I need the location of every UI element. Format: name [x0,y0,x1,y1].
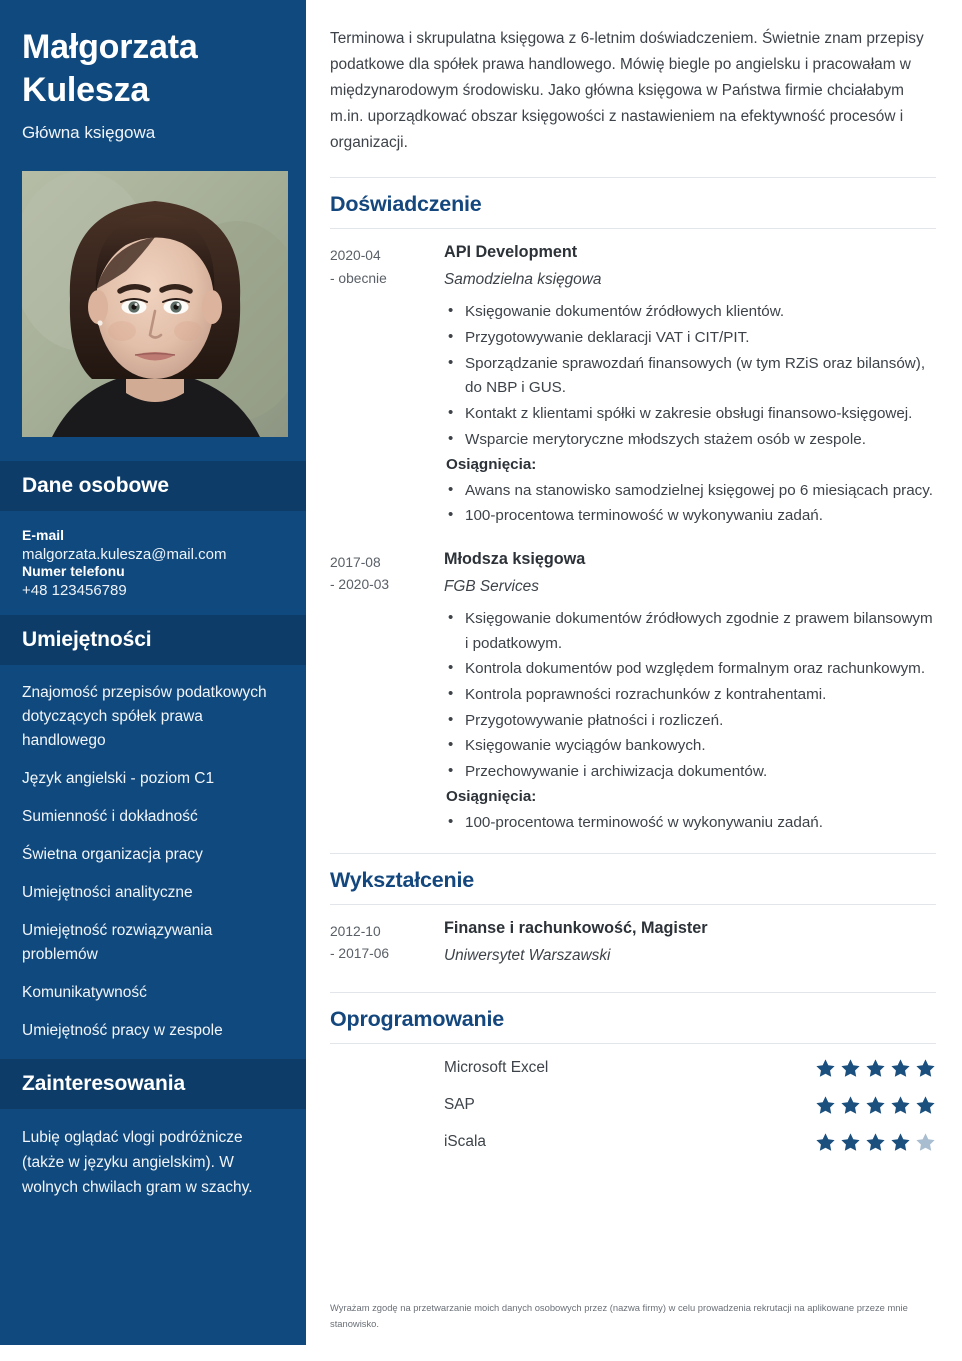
date-end: - 2020-03 [330,577,390,593]
entry-body [442,550,936,837]
entry-bullets [444,300,936,529]
bullet-item: • 100-procentowa terminowość w wykonywaniu zadań. [444,811,936,836]
software-name: Microsoft Excel [444,1059,549,1077]
last-name: Kulesza [22,70,150,109]
rating-stars [815,1095,936,1116]
date-start: 2020-04 [330,248,381,264]
interests-text: Lubię oglądać vlogi podróżnicze (także w języku angielskim). W wolnych chwilach gram w szachy. [22,1129,253,1197]
experience-entry [330,243,936,530]
star-filled-icon [915,1095,936,1116]
skills-list [0,665,306,1059]
name-block [0,0,306,143]
achievements-label: Osiągnięcia: [446,788,537,806]
software-name: iScala [444,1133,486,1151]
star-filled-icon [840,1095,861,1116]
bullet-item: • Sporządzanie sprawozdań finansowych (w tym RZiS oraz bilansów), do NBP i GUS. [444,352,936,401]
bullet-item: • Wsparcie merytoryczne młodszych stażem osób w zespole. [444,428,936,453]
software-row [330,1095,936,1116]
phone-value[interactable]: +48 123456789 [22,582,127,599]
sidebar-section-header-skills: Umiejętności [0,615,306,665]
bullet-item: • Przygotowywanie płatności i rozliczeń. [444,709,936,734]
interests-body [0,1109,306,1216]
star-filled-icon [815,1132,836,1153]
portrait-photo [22,171,288,437]
experience-entry [330,550,936,837]
entry-dates [330,243,442,530]
bullet-item: • Przechowywanie i archiwizacja dokumentów. [444,760,936,785]
section-title-experience: Doświadczenie [330,192,936,229]
bullet-item: • 100-procentowa terminowość w wykonywaniu zadań. [444,504,936,529]
phone-label: Numer telefonu [22,563,125,579]
star-filled-icon [840,1058,861,1079]
bullet-item: • Księgowanie wyciągów bankowych. [444,734,936,759]
date-start: 2017-08 [330,555,381,570]
achievements-label: Osiągnięcia: [446,456,537,474]
list-item: Umiejętność pracy w zespole [22,1022,223,1040]
entry-dates [330,919,442,976]
list-item: Sumienność i dokładność [22,808,198,826]
star-filled-icon [840,1132,861,1153]
star-empty-icon [915,1132,936,1153]
bullet-item: • Księgowanie dokumentów źródłowych klientów. [444,300,936,325]
date-end: - obecnie [330,270,387,286]
avatar [22,171,288,437]
list-item: Komunikatywność [22,984,147,1002]
email-label: E-mail [22,527,65,543]
entry-organization: API Development [444,243,578,262]
contact-field-email [22,527,284,563]
section-title-software: Oprogramowanie [330,1007,936,1044]
contact-field-phone [22,563,284,599]
star-filled-icon [890,1095,911,1116]
first-name: Małgorzata [22,28,198,66]
section-experience [330,177,936,836]
bullet-item: • Kontrola dokumentów pod względem formalnym oraz rachunkowym. [444,657,936,682]
bullet-item: • Księgowanie dokumentów źródłowych zgodnie z prawem bilansowym i podatkowym. [444,607,936,656]
star-filled-icon [865,1095,886,1116]
list-item: Język angielski - poziom C1 [22,770,215,788]
list-item: Umiejętności analityczne [22,884,193,902]
rating-stars [815,1132,936,1153]
entry-bullets [444,607,936,836]
section-education [330,853,936,976]
entry-body [442,243,936,530]
entry-dates [330,550,442,837]
star-filled-icon [890,1132,911,1153]
section-software [330,992,936,1153]
entry-organization: Młodsza księgowa [444,550,586,568]
rating-stars [815,1058,936,1079]
sidebar-section-header-personal: Dane osobowe [0,461,306,511]
entry-role: FGB Services [444,578,539,595]
sidebar-section-header-interests: Zainteresowania [0,1059,306,1109]
software-row [330,1132,936,1153]
list-item: Świetna organizacja pracy [22,846,203,864]
bullet-item: • Kontrola poprawności rozrachunków z kontrahentami. [444,683,936,708]
star-filled-icon [915,1058,936,1079]
date-end: - 2017-06 [330,945,390,961]
personal-data-body [0,511,306,615]
entry-role: Samodzielna księgowa [444,271,602,289]
section-title-education: Wykształcenie [330,868,936,905]
star-filled-icon [865,1132,886,1153]
star-filled-icon [815,1058,836,1079]
entry-degree: Finanse i rachunkowość, Magister [444,918,708,937]
education-entry [330,919,936,976]
star-filled-icon [865,1058,886,1079]
list-item: Umiejętność rozwiązywania problemów [22,922,213,964]
job-title: Główna księgowa [22,123,156,142]
date-start: 2012-10 [330,923,381,939]
star-filled-icon [815,1095,836,1116]
email-value[interactable]: malgorzata.kulesza@mail.com [22,546,227,563]
star-filled-icon [890,1058,911,1079]
sidebar [0,0,306,1345]
bullet-item: • Przygotowywanie deklaracji VAT i CIT/PIT. [444,326,936,351]
bullet-item: • Awans na stanowisko samodzielnej księgowej po 6 miesiącach pracy. [444,479,936,504]
bullet-item: • Kontakt z klientami spółki w zakresie obsługi finansowo-księgowej. [444,402,936,427]
consent-footer: Wyrażam zgodę na przetwarzanie moich danych osobowych przez (nazwa firmy) w celu prowadzenia rekrutacji na aplikowane przeze mnie stanowisko. [330,1302,908,1329]
entry-school: Uniwersytet Warszawski [444,946,611,964]
software-row [330,1058,936,1079]
list-item: Znajomość przepisów podatkowych dotyczących spółek prawa handlowego [22,684,267,750]
profile-summary: Terminowa i skrupulatna księgowa z 6-letnim doświadczeniem. Świetnie znam przepisy podatkowe dla spółek prawa handlowego. Mówię biegle po angielsku i pracowałam w międzynarodowym środowisku. Jako główna księgowa w Państwa firmie chciałabym m.in. uporządkować obszar księgowości z nastawieniem na efektywność procesów i organizacji. [330,30,924,151]
main-content [306,0,962,1153]
software-name: SAP [444,1096,475,1114]
entry-body [442,919,936,976]
